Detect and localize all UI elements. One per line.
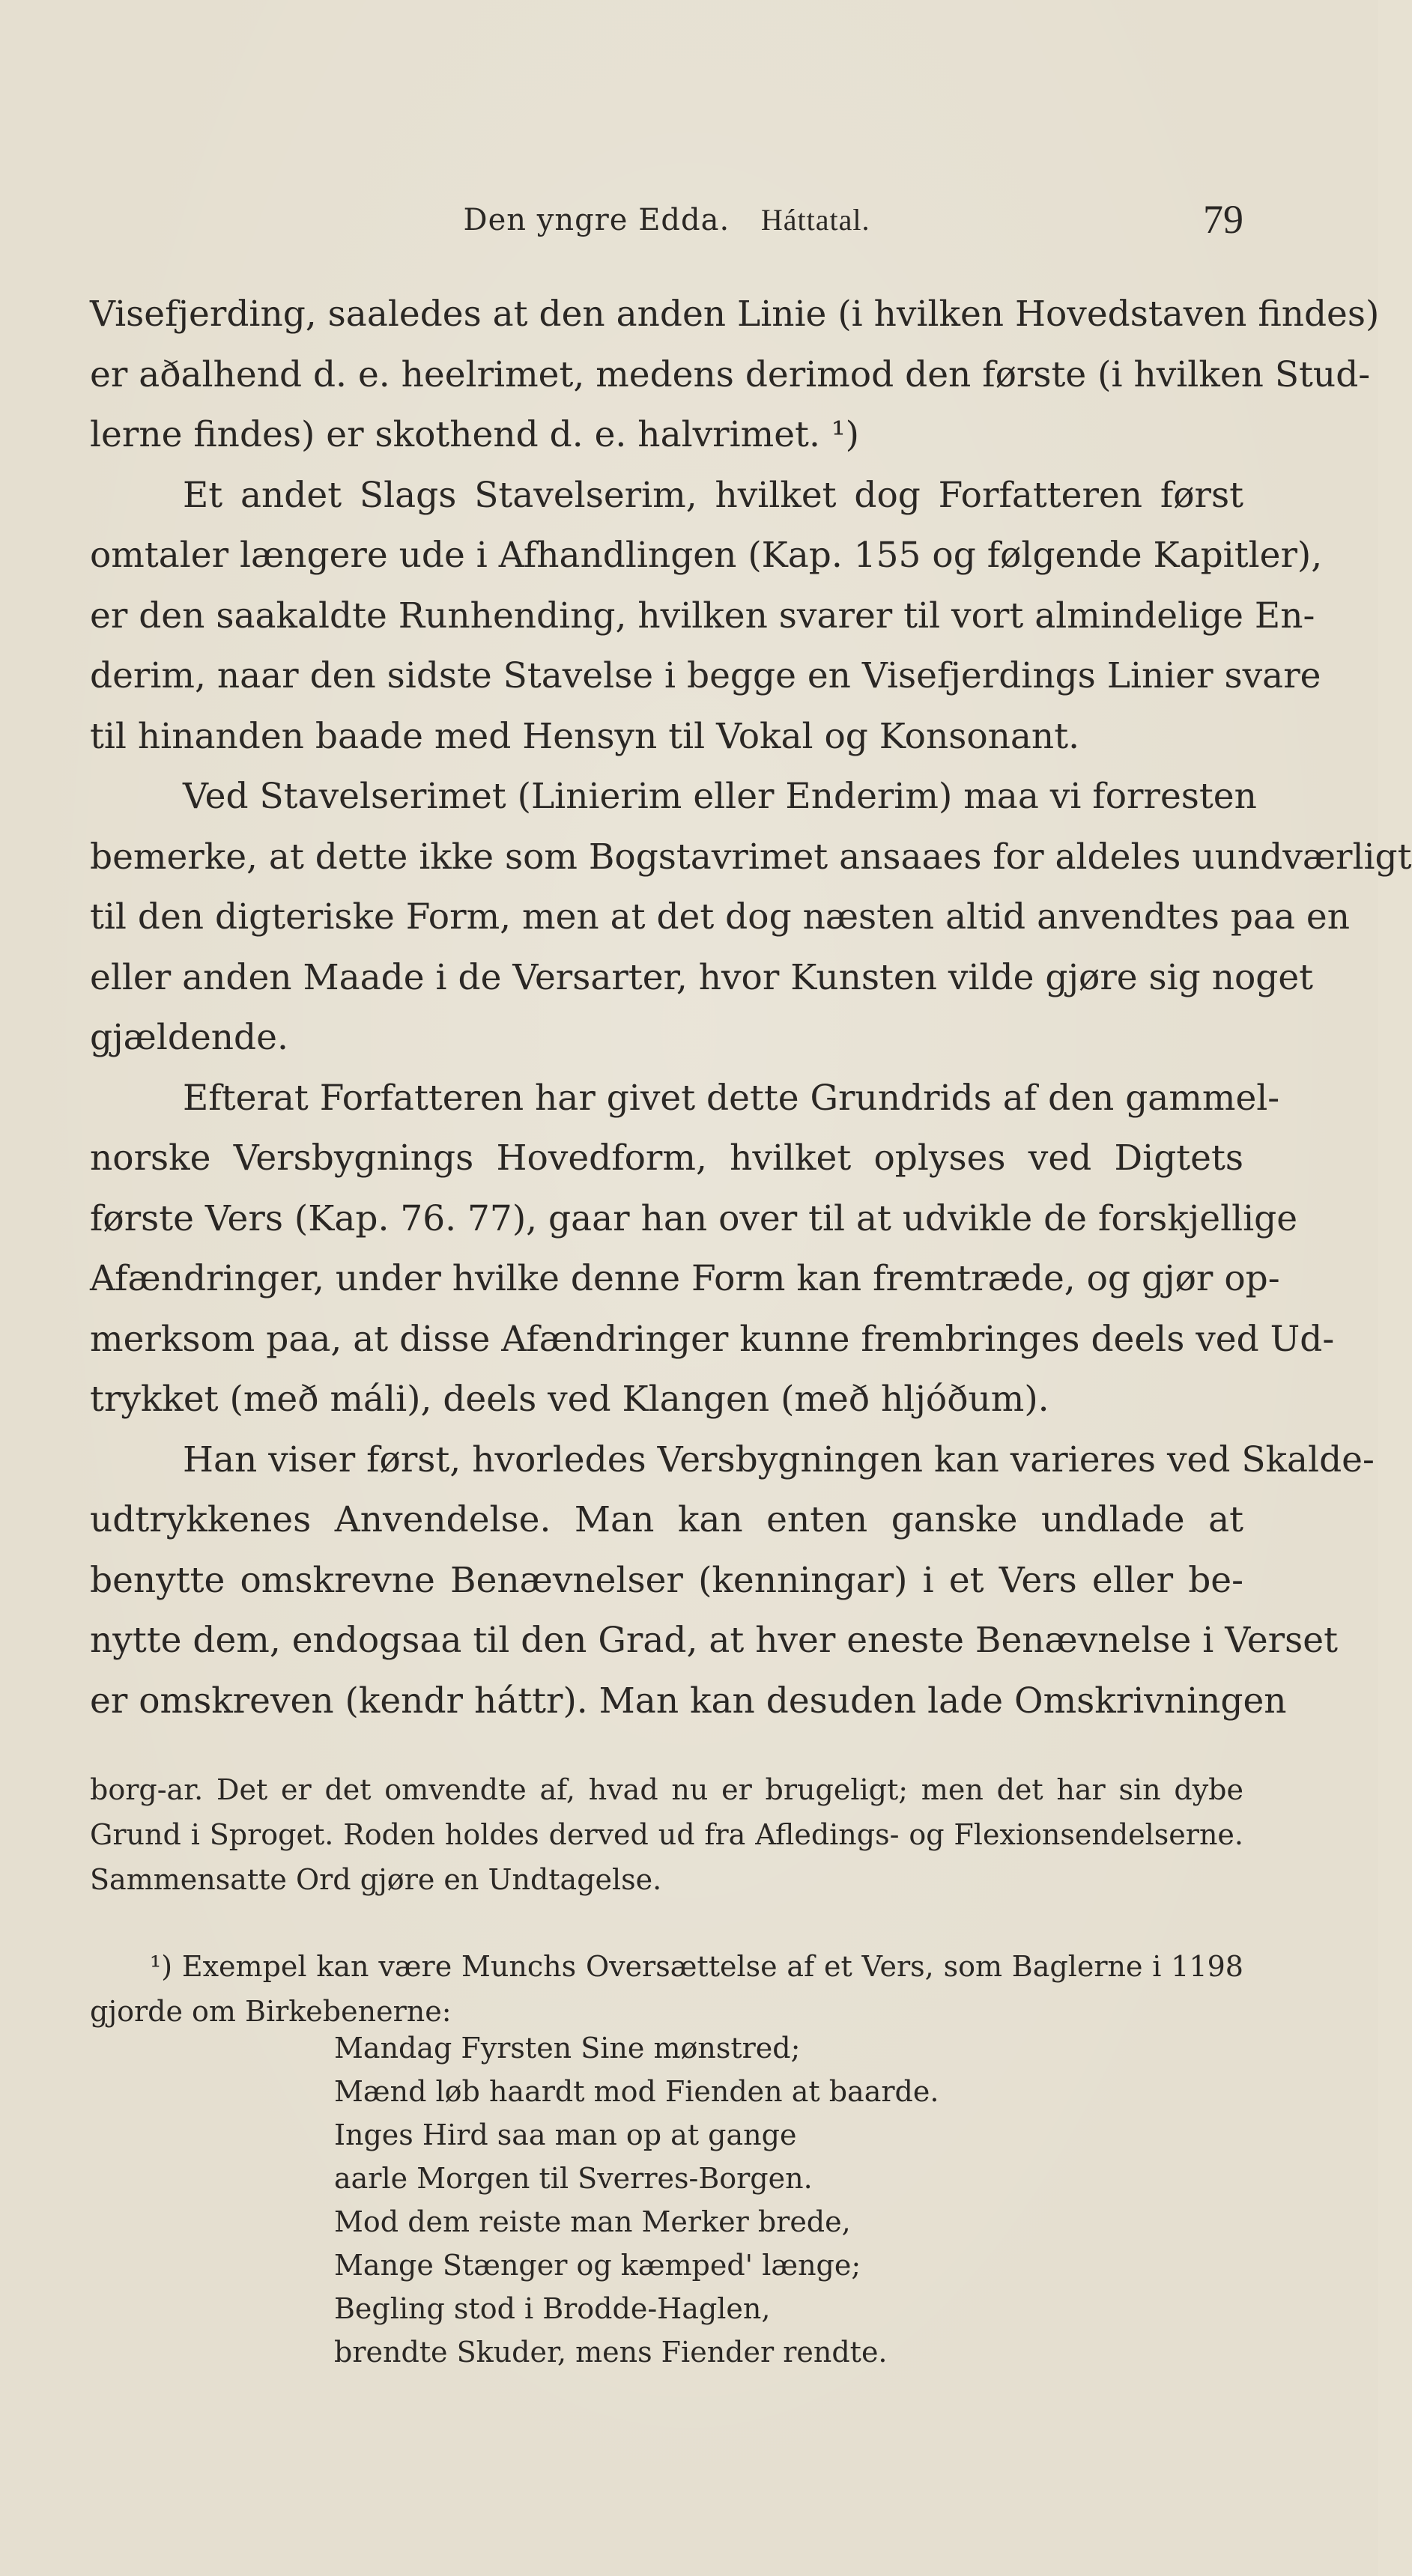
text-line: er aðalhend d. e. heelrimet, medens derimod den første (i hvilken Stud-: [90, 353, 1371, 395]
text-line: omtaler længere ude i Afhandlingen (Kap. 155 og følgende Kapitler),: [90, 535, 1323, 576]
running-head-title: Den yngre Edda.: [463, 203, 730, 237]
text-line: merksom paa, at disse Afændringer kunne frembringes deels ved Ud-: [90, 1318, 1335, 1360]
verse-line: brendte Skuder, mens Fiender rendte.: [334, 2336, 888, 2369]
footnote-line: borg-ar. Det er det omvendte af, hvad nu er brugeligt; men det har sin dybe: [90, 1773, 1243, 1806]
text-line: Han viser først, hvorledes Versbygningen kan varieres ved Skalde-: [183, 1439, 1375, 1480]
footnote-line: Grund i Sproget. Roden holdes derved ud fra Afledings- og Flexionsendelserne.: [90, 1818, 1243, 1851]
text-line: til den digteriske Form, men at det dog næsten altid anvendtes paa en: [90, 896, 1350, 938]
footnote-line: Sammensatte Ord gjøre en Undtagelse.: [90, 1863, 662, 1896]
verse-line: Mange Stænger og kæmped' længe;: [334, 2249, 861, 2282]
verse-line: Mandag Fyrsten Sine mønstred;: [334, 2032, 801, 2065]
text-line: eller anden Maade i de Versarter, hvor Kunsten vilde gjøre sig noget: [90, 956, 1314, 998]
verse-line: Mænd løb haardt mod Fienden at baarde.: [334, 2075, 939, 2108]
text-line: norske Versbygnings Hovedform, hvilket oplyses ved Digtets: [90, 1137, 1243, 1179]
footnote-1: [90, 1944, 1243, 2034]
text-line: udtrykkenes Anvendelse. Man kan enten ganske undlade at: [90, 1499, 1243, 1540]
text-line: er omskreven (kendr háttr). Man kan desuden lade Omskrivningen: [90, 1680, 1287, 1722]
text-line: nytte dem, endogsaa til den Grad, at hver eneste Benævnelse i Verset: [90, 1620, 1338, 1661]
verse-line: Begling stod i Brodde-Haglen,: [334, 2292, 771, 2325]
text-line: er den saakaldte Runhending, hvilken svarer til vort almindelige En-: [90, 595, 1315, 637]
text-line: Ved Stavelserimet (Linierim eller Enderim) maa vi forresten: [183, 776, 1257, 817]
text-line: derim, naar den sidste Stavelse i begge en Visefjerdings Linier svare: [90, 655, 1321, 696]
main-text: [90, 285, 1412, 1731]
text-line: benytte omskrevne Benævnelser (kenningar) i et Vers eller be-: [90, 1559, 1243, 1601]
text-line: til hinanden baade med Hensyn til Vokal og Konsonant.: [90, 715, 1080, 757]
text-line: bemerke, at dette ikke som Bogstavrimet ansaaes for aldeles uundværligt: [90, 836, 1412, 878]
text-line: Efterat Forfatteren har givet dette Grundrids af den gammel-: [183, 1077, 1280, 1119]
running-head: [90, 202, 1243, 237]
verse-line: aarle Morgen til Sverres-Borgen.: [334, 2162, 813, 2195]
text-line: Afændringer, under hvilke denne Form kan fremtræde, og gjør op-: [90, 1258, 1280, 1299]
text-line: lerne findes) er skothend d. e. halvrimet. ¹): [90, 414, 860, 455]
text-line: gjældende.: [90, 1017, 288, 1058]
verse-quotation: [334, 2026, 1083, 2374]
verse-line: Mod dem reiste man Merker brede,: [334, 2205, 851, 2238]
page-number: 79: [1203, 197, 1243, 242]
footnote-continued: [90, 1767, 1243, 1902]
footnote-line: gjorde om Birkebenerne:: [90, 1995, 452, 2028]
verse-line: Inges Hird saa man op at gange: [334, 2118, 797, 2151]
text-line: trykket (með máli), deels ved Klangen (með hljóðum).: [90, 1379, 1049, 1420]
running-head-subtitle: Háttatal.: [760, 203, 870, 237]
text-line: Visefjerding, saaledes at den anden Linie (i hvilken Hovedstaven findes): [90, 294, 1380, 335]
text-line: Et andet Slags Stavelserim, hvilket dog Forfatteren først: [183, 474, 1243, 516]
text-line: første Vers (Kap. 76. 77), gaar han over til at udvikle de forskjellige: [90, 1197, 1298, 1239]
footnote-line: ¹) Exempel kan være Munchs Oversættelse af et Vers, som Baglerne i 1198: [150, 1950, 1243, 1983]
page-header: [90, 196, 1243, 241]
